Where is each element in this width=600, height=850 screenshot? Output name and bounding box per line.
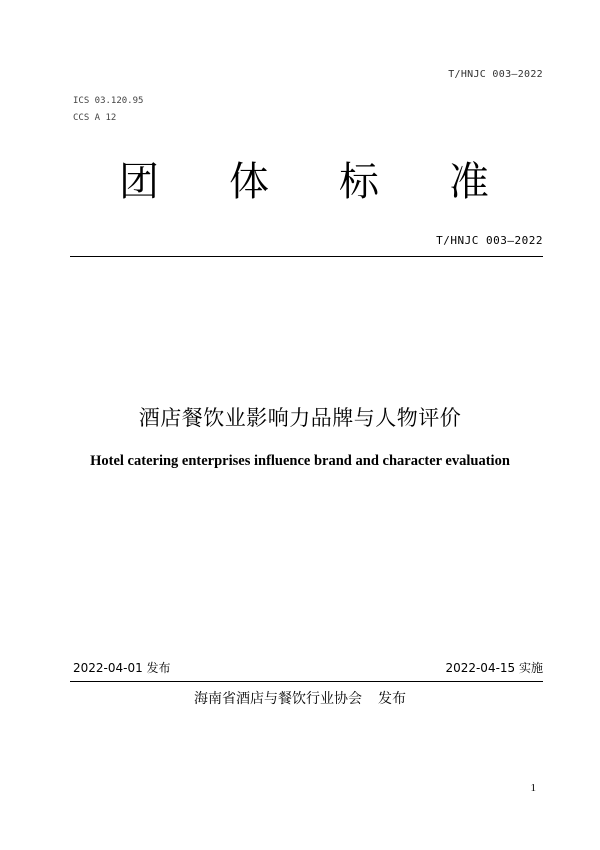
doc-type-char: 体 [229, 159, 269, 205]
chinese-title: 酒店餐饮业影响力品牌与人物评价 [138, 406, 462, 430]
document-type-title [0, 150, 600, 207]
doc-type-char: 标 [339, 159, 379, 205]
page-number: 1 [530, 782, 536, 794]
top-divider [70, 256, 543, 257]
issuer-action: 发布 [378, 691, 406, 707]
ccs-code: CCS A 12 [73, 113, 117, 123]
issuer-name: 海南省酒店与餐饮行业协会 [194, 691, 362, 707]
doc-type-char: 准 [449, 159, 489, 205]
header-standard-code: T/HNJC 003—2022 [448, 69, 543, 80]
issuing-organization [0, 688, 600, 708]
implementation-date: 2022-04-15 实施 [445, 661, 543, 675]
doc-type-char: 团 [119, 159, 159, 205]
english-title: Hotel catering enterprises influence brand and character evaluation [90, 453, 510, 469]
standard-number: T/HNJC 003—2022 [436, 234, 543, 247]
bottom-divider [70, 681, 543, 682]
issue-date: 2022-04-01 发布 [73, 661, 171, 675]
ics-code: ICS 03.120.95 [73, 96, 144, 106]
